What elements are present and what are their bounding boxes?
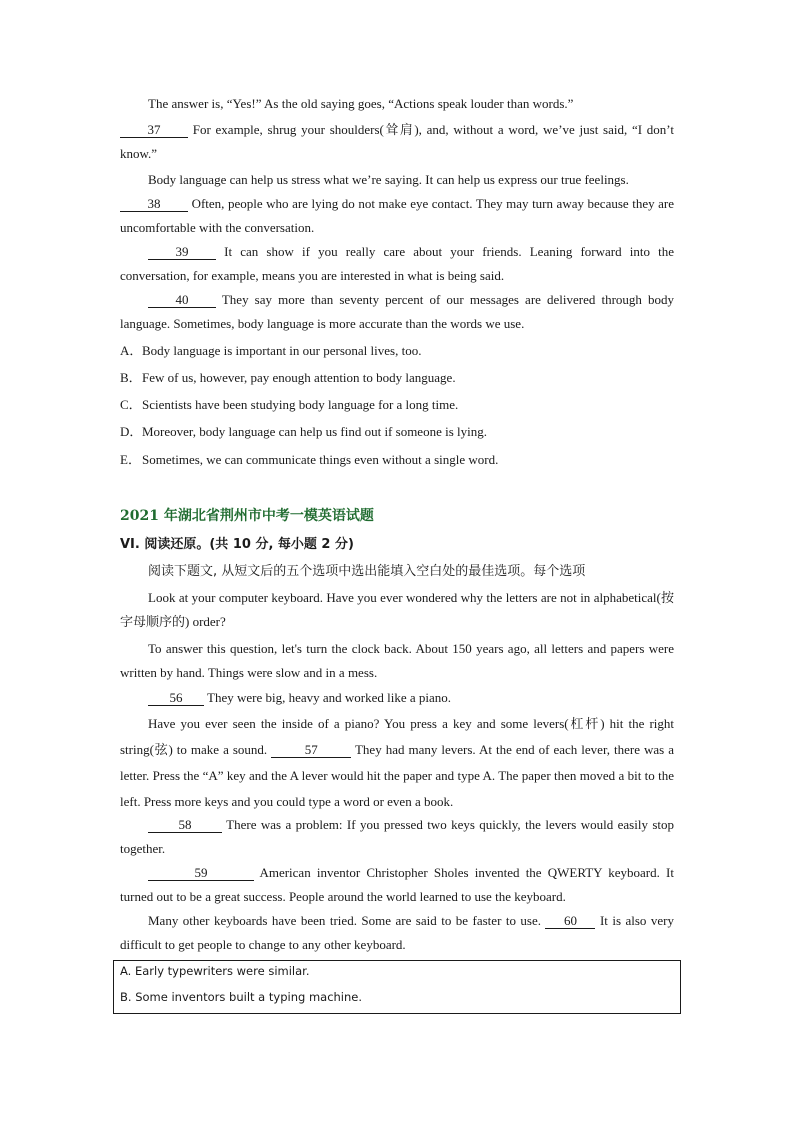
- option-b-text: B. Some inventors built a typing machine.: [120, 990, 363, 1004]
- passage1-para1: [120, 92, 674, 116]
- blank-59: 59: [148, 866, 254, 881]
- paragraph-text: American inventor Christopher Sholes invented the QWERTY keyboard. It turned out to be a great success. People around the world learned to use the keyboard.: [120, 865, 674, 904]
- passage2-para1: [120, 586, 674, 634]
- paragraph-text: To answer this question, let's turn the clock back. About 150 years ago, all letters and papers were written by hand. Things were slow and in a mess.: [120, 641, 674, 680]
- paragraph-text: Have you ever seen the inside of a piano? You press a key and some levers(杠杆) hit the right string(弦) to make a sound.: [120, 716, 674, 757]
- passage2-para7: [120, 909, 674, 957]
- paragraph-text: Often, people who are lying do not make eye contact. They may turn away because they are uncomfortable with the conversation.: [120, 196, 675, 235]
- option-letter: D．: [120, 424, 143, 439]
- option-a: [120, 341, 421, 361]
- paragraph-text: It is also very difficult to get people to change to any other keyboard.: [120, 913, 674, 952]
- blank-57: 57: [271, 743, 351, 758]
- blank-60: 60: [545, 914, 595, 929]
- option-text: Body language is important in our personal lives, too.: [142, 343, 422, 358]
- paragraph-text: The answer is, “Yes!” As the old saying goes, “Actions speak louder than words.”: [148, 96, 574, 111]
- blank-37: 37: [120, 123, 188, 138]
- blank-58: 58: [148, 818, 222, 833]
- passage2-para6: [120, 861, 674, 909]
- paragraph-text: For example, shrug your shoulders(耸肩), and, without a word, we’ve just said, “I don’t know.”: [120, 122, 674, 161]
- exam-title: 2021 年湖北省荆州市中考一模英语试题: [120, 508, 374, 524]
- paragraph-text: Body language can help us stress what we’re saying. It can help us express our true feelings.: [148, 172, 629, 187]
- instruction-text: 阅读下题文, 从短文后的五个选项中选出能填入空白处的最佳选项。每个选项: [148, 564, 586, 579]
- passage2-para2: [120, 637, 674, 685]
- blank-56: 56: [148, 691, 204, 706]
- option-d: [120, 422, 487, 442]
- option-text: Sometimes, we can communicate things even without a single word.: [142, 452, 499, 467]
- paragraph-text: They were big, heavy and worked like a piano.: [207, 690, 452, 705]
- paragraph-text: It can show if you really care about your friends. Leaning forward into the conversation, for example, means you are interested in what is being said.: [120, 244, 675, 283]
- blank-38: 38: [120, 197, 188, 212]
- paragraph-text: There was a problem: If you pressed two keys quickly, the levers would easily stop together.: [120, 817, 675, 856]
- passage2-para4: [120, 711, 674, 815]
- paragraph-text: Look at your computer keyboard. Have you ever wondered why the letters are not in alphabetical(按字母顺序的) order?: [120, 590, 674, 629]
- option-letter: C．: [120, 397, 142, 412]
- passage2-para5: [120, 813, 674, 861]
- passage1-para6: [120, 288, 674, 336]
- blank-40: 40: [148, 293, 216, 308]
- passage2-para3: [120, 686, 674, 710]
- option-letter: E．: [120, 452, 141, 467]
- passage1-para2: [120, 118, 674, 166]
- passage1-para4: [120, 192, 674, 240]
- option-a-text: A. Early typewriters were similar.: [120, 964, 310, 978]
- option-text: Scientists have been studying body language for a long time.: [142, 397, 459, 412]
- section-title: VI. 阅读还原。(共 10 分, 每小题 2 分): [120, 537, 354, 552]
- passage1-para5: [120, 240, 674, 288]
- paragraph-text: They say more than seventy percent of our messages are delivered through body language. Sometimes, body language is more accurate than the words we use.: [120, 292, 674, 331]
- option-e: [120, 450, 498, 470]
- option-b: [120, 368, 456, 388]
- options-box: [113, 960, 681, 1014]
- blank-39: 39: [148, 245, 216, 260]
- option-letter: A．: [120, 343, 143, 358]
- paragraph-text: Many other keyboards have been tried. Some are said to be faster to use.: [148, 913, 542, 928]
- paragraph-text: They had many levers. At the end of each lever, there was a letter. Press the “A” key and the A lever would hit the paper and type A. The paper then moved a bit to the left. Press more keys and you could type a word or even a book.: [120, 742, 675, 809]
- passage1-para3: [120, 168, 674, 192]
- option-c: [120, 395, 458, 415]
- option-letter: B．: [120, 370, 142, 385]
- option-text: Few of us, however, pay enough attention to body language.: [142, 370, 456, 385]
- option-text: Moreover, body language can help us find out if someone is lying.: [142, 424, 487, 439]
